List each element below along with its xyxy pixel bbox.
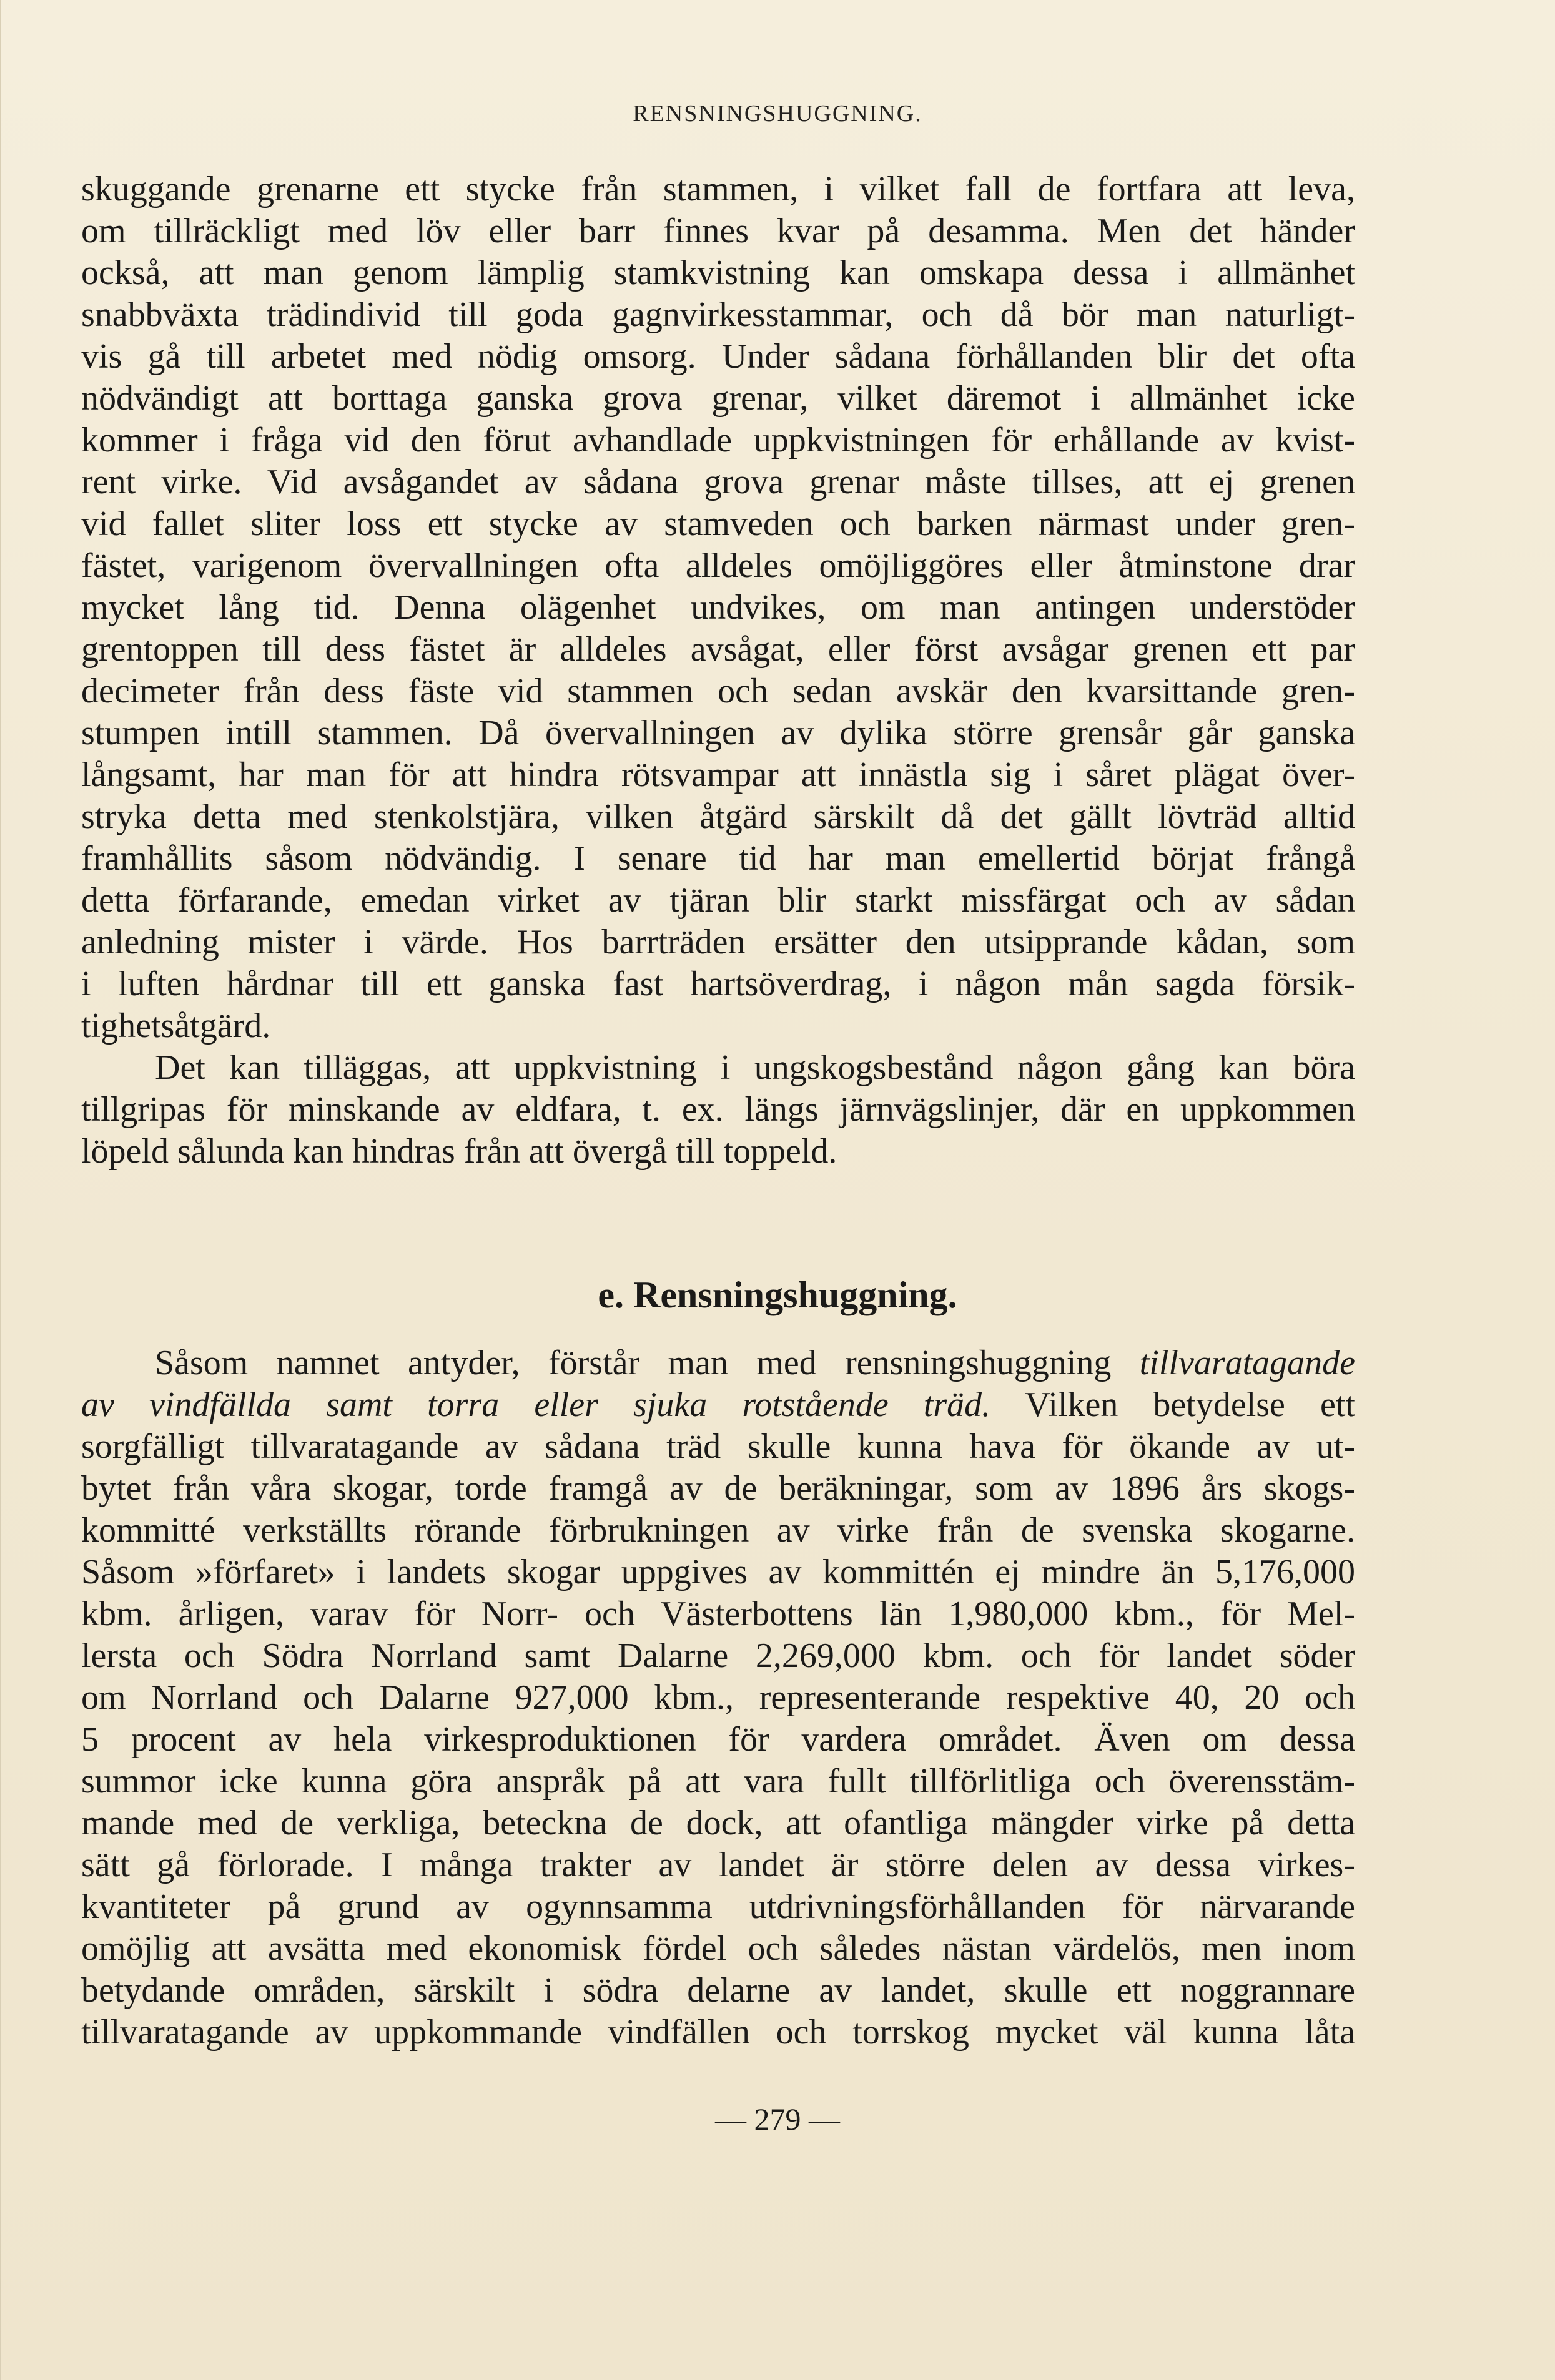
text-line: lersta och Södra Norrland samt Dalarne 2,269,000 kbm. och för landet söder — [81, 1636, 1355, 1675]
section-heading: e. Rensningshuggning. — [598, 1274, 957, 1315]
text-line: grentoppen till dess fästet är alldeles avsågat, eller först avsågar grenen ett par — [81, 630, 1355, 669]
text-line: framhållits såsom nödvändig. I senare tid har man emellertid börjat frångå — [81, 839, 1355, 878]
paragraph-1 — [81, 169, 1355, 1173]
text-line: omöjlig att avsätta med ekonomisk fördel och således nästan värdelös, men inom — [81, 1929, 1355, 1968]
text-line: betydande områden, särskilt i södra delarne av landet, skulle ett noggrannare — [81, 1971, 1355, 2010]
text-line: tighetsåtgärd. — [81, 1006, 271, 1045]
running-head: RENSNINGSHUGGNING. — [633, 101, 922, 127]
text-line: rent virke. Vid avsågandet av sådana grova grenar måste tillses, att ej grenen — [81, 463, 1355, 501]
text-line: anledning mister i värde. Hos barrträden ersätter den utsipprande kådan, som — [81, 923, 1355, 961]
text-line: stumpen intill stammen. Då övervallningen av dylika större grensår går ganska — [81, 714, 1355, 752]
text-line: kbm. årligen, varav för Norr- och Västerbottens län 1,980,000 kbm., för Mel- — [81, 1595, 1355, 1633]
text-line: kvantiteter på grund av ogynnsamma utdrivningsförhållanden för närvarande — [81, 1887, 1355, 1926]
text-line: löpeld sålunda kan hindras från att övergå till toppeld. — [81, 1132, 837, 1171]
text-line: tillvaratagande av uppkommande vindfällen och torrskog mycket väl kunna låta — [81, 2013, 1355, 2052]
text-line: kommitté verkställts rörande förbrukningen av virke från de svenska skogarne. — [81, 1511, 1355, 1550]
text-line: summor icke kunna göra anspråk på att vara fullt tillförlitliga och överensstäm- — [81, 1762, 1355, 1801]
italic-text: av vindfällda samt torra eller sjuka rotstående träd. — [81, 1385, 991, 1424]
text-line: om Norrland och Dalarne 927,000 kbm., representerande respektive 40, 20 och — [81, 1678, 1355, 1717]
text-line: kommer i fråga vid den förut avhandlade uppkvistningen för erhållande av kvist- — [81, 421, 1355, 460]
text-line: bytet från våra skogar, torde framgå av de beräkningar, som av 1896 års skogs- — [81, 1469, 1355, 1508]
text-line: vid fallet sliter loss ett stycke av stamveden och barken närmast under gren- — [81, 504, 1355, 543]
text-line: decimeter från dess fäste vid stammen och sedan avskär den kvarsittande gren- — [81, 672, 1355, 711]
text-line: Det kan tilläggas, att uppkvistning i ungskogsbestånd någon gång kan böra — [155, 1048, 1355, 1087]
text-line: mande med de verkliga, beteckna de dock, att ofantliga mängder virke på detta — [81, 1804, 1355, 1842]
text-line: 5 procent av hela virkesproduktionen för vardera området. Även om dessa — [81, 1720, 1355, 1759]
page-edge — [0, 0, 1, 2380]
text-span: Såsom namnet antyder, förstår man med rensningshuggning — [155, 1344, 1140, 1382]
text-line: vis gå till arbetet med nödig omsorg. Under sådana förhållanden blir det ofta — [81, 337, 1355, 376]
text-line: snabbväxta trädindivid till goda gagnvirkesstammar, och då bör man naturligt- — [81, 295, 1355, 334]
paragraph-3 — [81, 1342, 1355, 2053]
text-line: skuggande grenarne ett stycke från stammen, i vilket fall de fortfara att leva, — [81, 170, 1355, 209]
text-line: också, att man genom lämplig stamkvistning kan omskapa dessa i allmänhet — [81, 253, 1355, 292]
text-line: detta förfarande, emedan virket av tjäran blir starkt missfärgat och av sådan — [81, 881, 1355, 920]
page-number: — 279 — — [715, 2102, 840, 2137]
text-line: Såsom »förfaret» i landets skogar uppgives av kommittén ej mindre än 5,176,000 — [81, 1553, 1355, 1591]
text-line: tillgripas för minskande av eldfara, t. ex. längs järnvägslinjer, där en uppkommen — [81, 1090, 1355, 1129]
text-line: i luften hårdnar till ett ganska fast hartsöverdrag, i någon mån sagda försik- — [81, 965, 1355, 1003]
text-line: stryka detta med stenkolstjära, vilken åtgärd särskilt då det gällt lövträd alltid — [81, 797, 1355, 836]
text-line: sorgfälligt tillvaratagande av sådana träd skulle kunna hava för ökande av ut- — [81, 1427, 1355, 1466]
text-line — [81, 1384, 1355, 1426]
text-line: om tillräckligt med löv eller barr finnes kvar på desamma. Men det händer — [81, 212, 1355, 250]
text-line: fästet, varigenom övervallningen ofta alldeles omöjliggöres eller åtminstone drar — [81, 546, 1355, 585]
text-line: sätt gå förlorade. I många trakter av landet är större delen av dessa virkes- — [81, 1846, 1355, 1884]
text-span: Vilken betydelse ett — [990, 1385, 1355, 1424]
text-line: långsamt, har man för att hindra rötsvampar att innästla sig i såret plägat över- — [81, 755, 1355, 794]
italic-text: tillvaratagande — [1139, 1344, 1355, 1382]
text-line: mycket lång tid. Denna olägenhet undvikes, om man antingen understöder — [81, 588, 1355, 627]
text-line: nödvändigt att borttaga ganska grova grenar, vilket däremot i allmänhet icke — [81, 379, 1355, 418]
text-line — [81, 1342, 1355, 1384]
